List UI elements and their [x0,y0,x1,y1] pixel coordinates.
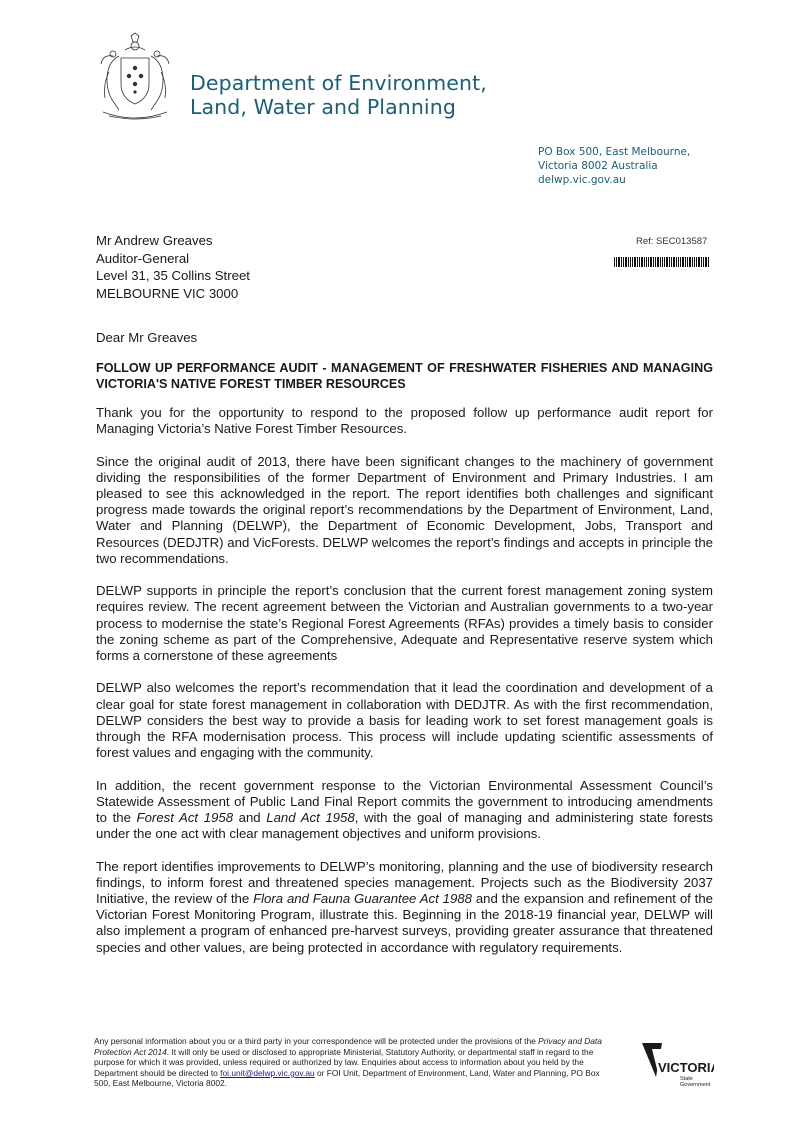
sender-address-line2: Victoria 8002 Australia [538,160,658,172]
body-paragraph: DELWP also welcomes the report’s recommendation that it lead the coordination and development of a clear goal for state forest management in collaboration with DEDJTR. As with the first recommendation, DELWP considers the best way to provide a basis for leading work to set forest management goals is through the RFA modernisation process. This process will include updating scientific assessments of forest values and engaging with the community. [96,680,713,761]
sender-address-line1: PO Box 500, East Melbourne, [538,146,691,158]
victoria-coat-of-arms-icon [95,32,173,124]
body-paragraph: Since the original audit of 2013, there have been significant changes to the machinery of government dividing the responsibilities of the former Department of Environment and Primary Industries. I am pleased to see this acknowledged in the report. The report identifies both challenges and significant progress made towards the original report’s recommendations by the Department of Environment, Land, Water and Planning (DELWP), the Department of Economic Development, Jobs, Transport and Resources (DEDJTR) and VicForests. DELWP welcomes the report’s findings and accepts in principle the two recommendations. [96,453,713,566]
recipient-street: Level 31, 35 Collins Street [96,268,250,283]
department-name-line1: Department of Environment, [190,71,487,95]
body-text: , with the goal of managing and administering state forests under the one act with clear management objectives and uniform provisions. [96,810,714,842]
victoria-state-government-logo-icon [642,1043,714,1089]
privacy-notice [94,1036,604,1089]
privacy-text: Any personal information about you or a third party in your correspondence will be protected under the provisions of the [94,1036,539,1046]
act-title: Forest Act 1958 [136,810,234,826]
body-paragraph: Thank you for the opportunity to respond to the proposed follow up performance audit report for Managing Victoria’s Native Forest Timber Resources. [96,405,713,437]
department-name-line2: Land, Water and Planning [190,95,456,119]
recipient-address [96,232,250,302]
sender-address [538,145,690,187]
recipient-city: MELBOURNE VIC 3000 [96,285,239,301]
victoria-logo-sub2: Government [680,1082,711,1088]
victoria-wordmark: VICTORIA [658,1060,714,1075]
body-text: In addition, the recent government response to the Victorian Environmental Assessment Council’s Statewide Assessment of Public Land Final Report commits the government to introducing amendments to the [96,777,713,826]
body-paragraph [96,778,713,843]
act-title: Flora and Fauna Guarantee Act 1988 [253,891,472,907]
act-title: Land Act 1958 [266,810,355,826]
body-text: and [233,810,267,826]
sender-website: delwp.vic.gov.au [538,174,626,186]
body-text: The report identifies improvements to DELWP’s monitoring, planning and the use of biodiversity research findings, to inform forest and threatened species management. Projects such as the Biodiversity 2037 Initiative, the review of the [96,858,713,907]
foi-email-link[interactable]: foi.unit@delwp.vic.gov.au [220,1067,315,1078]
department-name [190,71,487,119]
body-paragraph [96,859,713,956]
barcode-icon [614,254,710,264]
victoria-logo-sub1: State [680,1076,693,1082]
privacy-text: or FOI Unit, Department of Environment, Land, Water and Planning, PO Box 500, East Melbourne, Victoria 8002. [94,1067,600,1089]
privacy-act-title: Privacy and Data Protection Act 2014 [94,1036,602,1057]
salutation: Dear Mr Greaves [96,330,198,345]
reference-number: Ref: SEC013587 [636,236,708,247]
body-paragraph: DELWP supports in principle the report’s conclusion that the current forest management zoning system requires review. The recent agreement between the Victorian and Australian governments to a two-year process to modernise the state’s Regional Forest Agreements (RFAs) provides a timely basis to consider the zoning scheme as part of the Comprehensive, Adequate and Representative reserve system which forms a cornerstone of these agreements [96,583,713,664]
subject-heading: FOLLOW UP PERFORMANCE AUDIT - MANAGEMENT OF FRESHWATER FISHERIES AND MANAGING VICTORIA'S NATIVE FOREST TIMBER RESOURCES [96,361,713,391]
body-text: and the expansion and refinement of the Victorian Forest Monitoring Program, illustrate this. Beginning in the 2018-19 financial year, DELWP will also implement a program of enhanced pre-harvest surveys, providing greater assurance that threatened species and other values, are being protected in accordance with regulatory requirements. [96,891,714,955]
privacy-text: . It will only be used or disclosed to appropriate Ministerial, Statutory Authority, or departmental staff in regard to the purpose for which it was provided, unless required or authorized by law. Enquiries about access to information about you held by the Department should be directed to [94,1046,594,1078]
letter-body [96,405,713,972]
recipient-title: Auditor-General [96,250,190,266]
recipient-name: Mr Andrew Greaves [96,233,213,248]
